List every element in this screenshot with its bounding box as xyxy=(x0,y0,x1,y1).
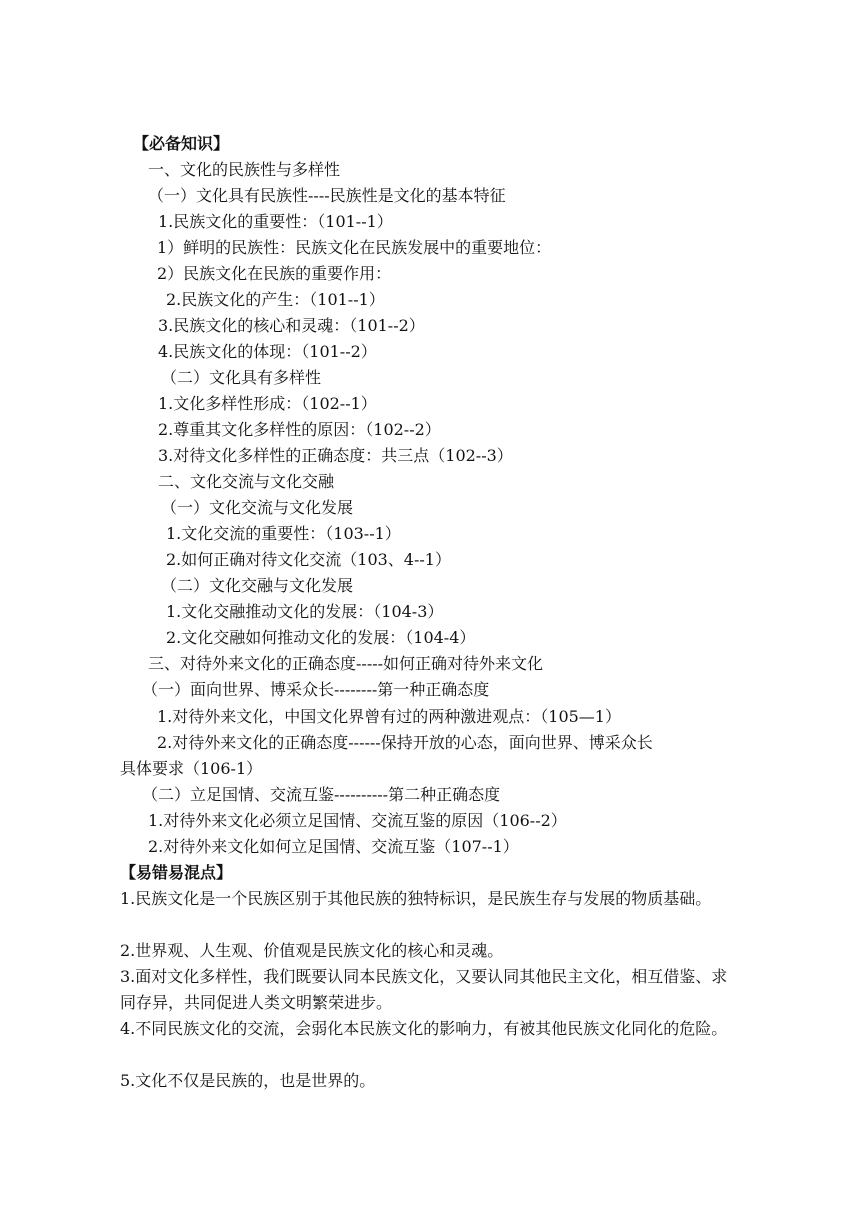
outline-item: 2.文化交融如何推动文化的发展：（104-4） xyxy=(166,628,476,647)
outline-item: 2.尊重其文化多样性的原因：（102--2） xyxy=(158,420,441,439)
subsection-heading: （二）文化交融与文化发展 xyxy=(161,576,354,595)
outline-item: 1.民族文化的重要性：（101--1） xyxy=(158,212,393,231)
knowledge-heading: 【必备知识】 xyxy=(133,134,230,153)
outline-item: 3.对待文化多样性的正确态度：共三点（102--3） xyxy=(158,446,513,465)
outline-item: 1.对待外来文化，中国文化界曾有过的两种激进观点：（105—1） xyxy=(157,707,621,726)
section-heading: 二、文化交流与文化交融 xyxy=(158,472,335,491)
mistake-item: 3.面对文化多样性，我们既要认同本民族文化，又要认同其他民主文化，相互借鉴、求同存异，共同促进人类文明繁荣进步。 xyxy=(120,967,728,1012)
subsection-heading: （一）面向世界、博采众长--------第一种正确态度 xyxy=(142,680,490,699)
outline-item: 3.民族文化的核心和灵魂：（101--2） xyxy=(158,316,425,335)
outline-item: 2）民族文化在民族的重要作用： xyxy=(157,264,392,283)
outline-item: 1.文化交融推动文化的发展：（104-3） xyxy=(166,602,444,621)
outline-item: 2.民族文化的产生：（101--1） xyxy=(166,290,385,309)
mistake-item: 4.不同民族文化的交流，会弱化本民族文化的影响力，有被其他民族文化同化的危险。 xyxy=(120,1019,728,1038)
mistake-item: 5.文化不仅是民族的，也是世界的。 xyxy=(120,1071,376,1090)
outline-item: 1.文化多样性形成：（102--1） xyxy=(158,394,377,413)
subsection-heading: （一）文化交流与文化发展 xyxy=(161,498,354,517)
mistake-item: 1.民族文化是一个民族区别于其他民族的独特标识，是民族生存与发展的物质基础。 xyxy=(120,889,712,908)
outline-item: 1）鲜明的民族性：民族文化在民族发展中的重要地位： xyxy=(157,238,552,257)
section-heading: 一、文化的民族性与多样性 xyxy=(148,160,341,179)
outline-item-continuation: 具体要求（106-1） xyxy=(120,759,263,778)
outline-item: 1.对待外来文化必须立足国情、交流互鉴的原因（106--2） xyxy=(148,811,567,830)
outline-item: 4.民族文化的体现：（101--2） xyxy=(158,342,377,361)
outline-item: 2.对待外来文化如何立足国情、交流互鉴（107--1） xyxy=(148,837,519,856)
outline-item: 2.对待外来文化的正确态度------保持开放的心态，面向世界、博采众长 xyxy=(157,733,653,752)
section-heading: 三、对待外来文化的正确态度-----如何正确对待外来文化 xyxy=(148,654,544,673)
outline-item: 2.如何正确对待文化交流（103、4--1） xyxy=(166,550,451,569)
mistake-item: 2.世界观、人生观、价值观是民族文化的核心和灵魂。 xyxy=(120,941,504,960)
subsection-heading: （一）文化具有民族性----民族性是文化的基本特征 xyxy=(148,186,506,205)
outline-item: 1.文化交流的重要性：（103--1） xyxy=(166,524,401,543)
subsection-heading: （二）立足国情、交流互鉴----------第二种正确态度 xyxy=(142,785,501,804)
mistakes-heading: 【易错易混点】 xyxy=(120,863,233,882)
subsection-heading: （二）文化具有多样性 xyxy=(161,368,322,387)
